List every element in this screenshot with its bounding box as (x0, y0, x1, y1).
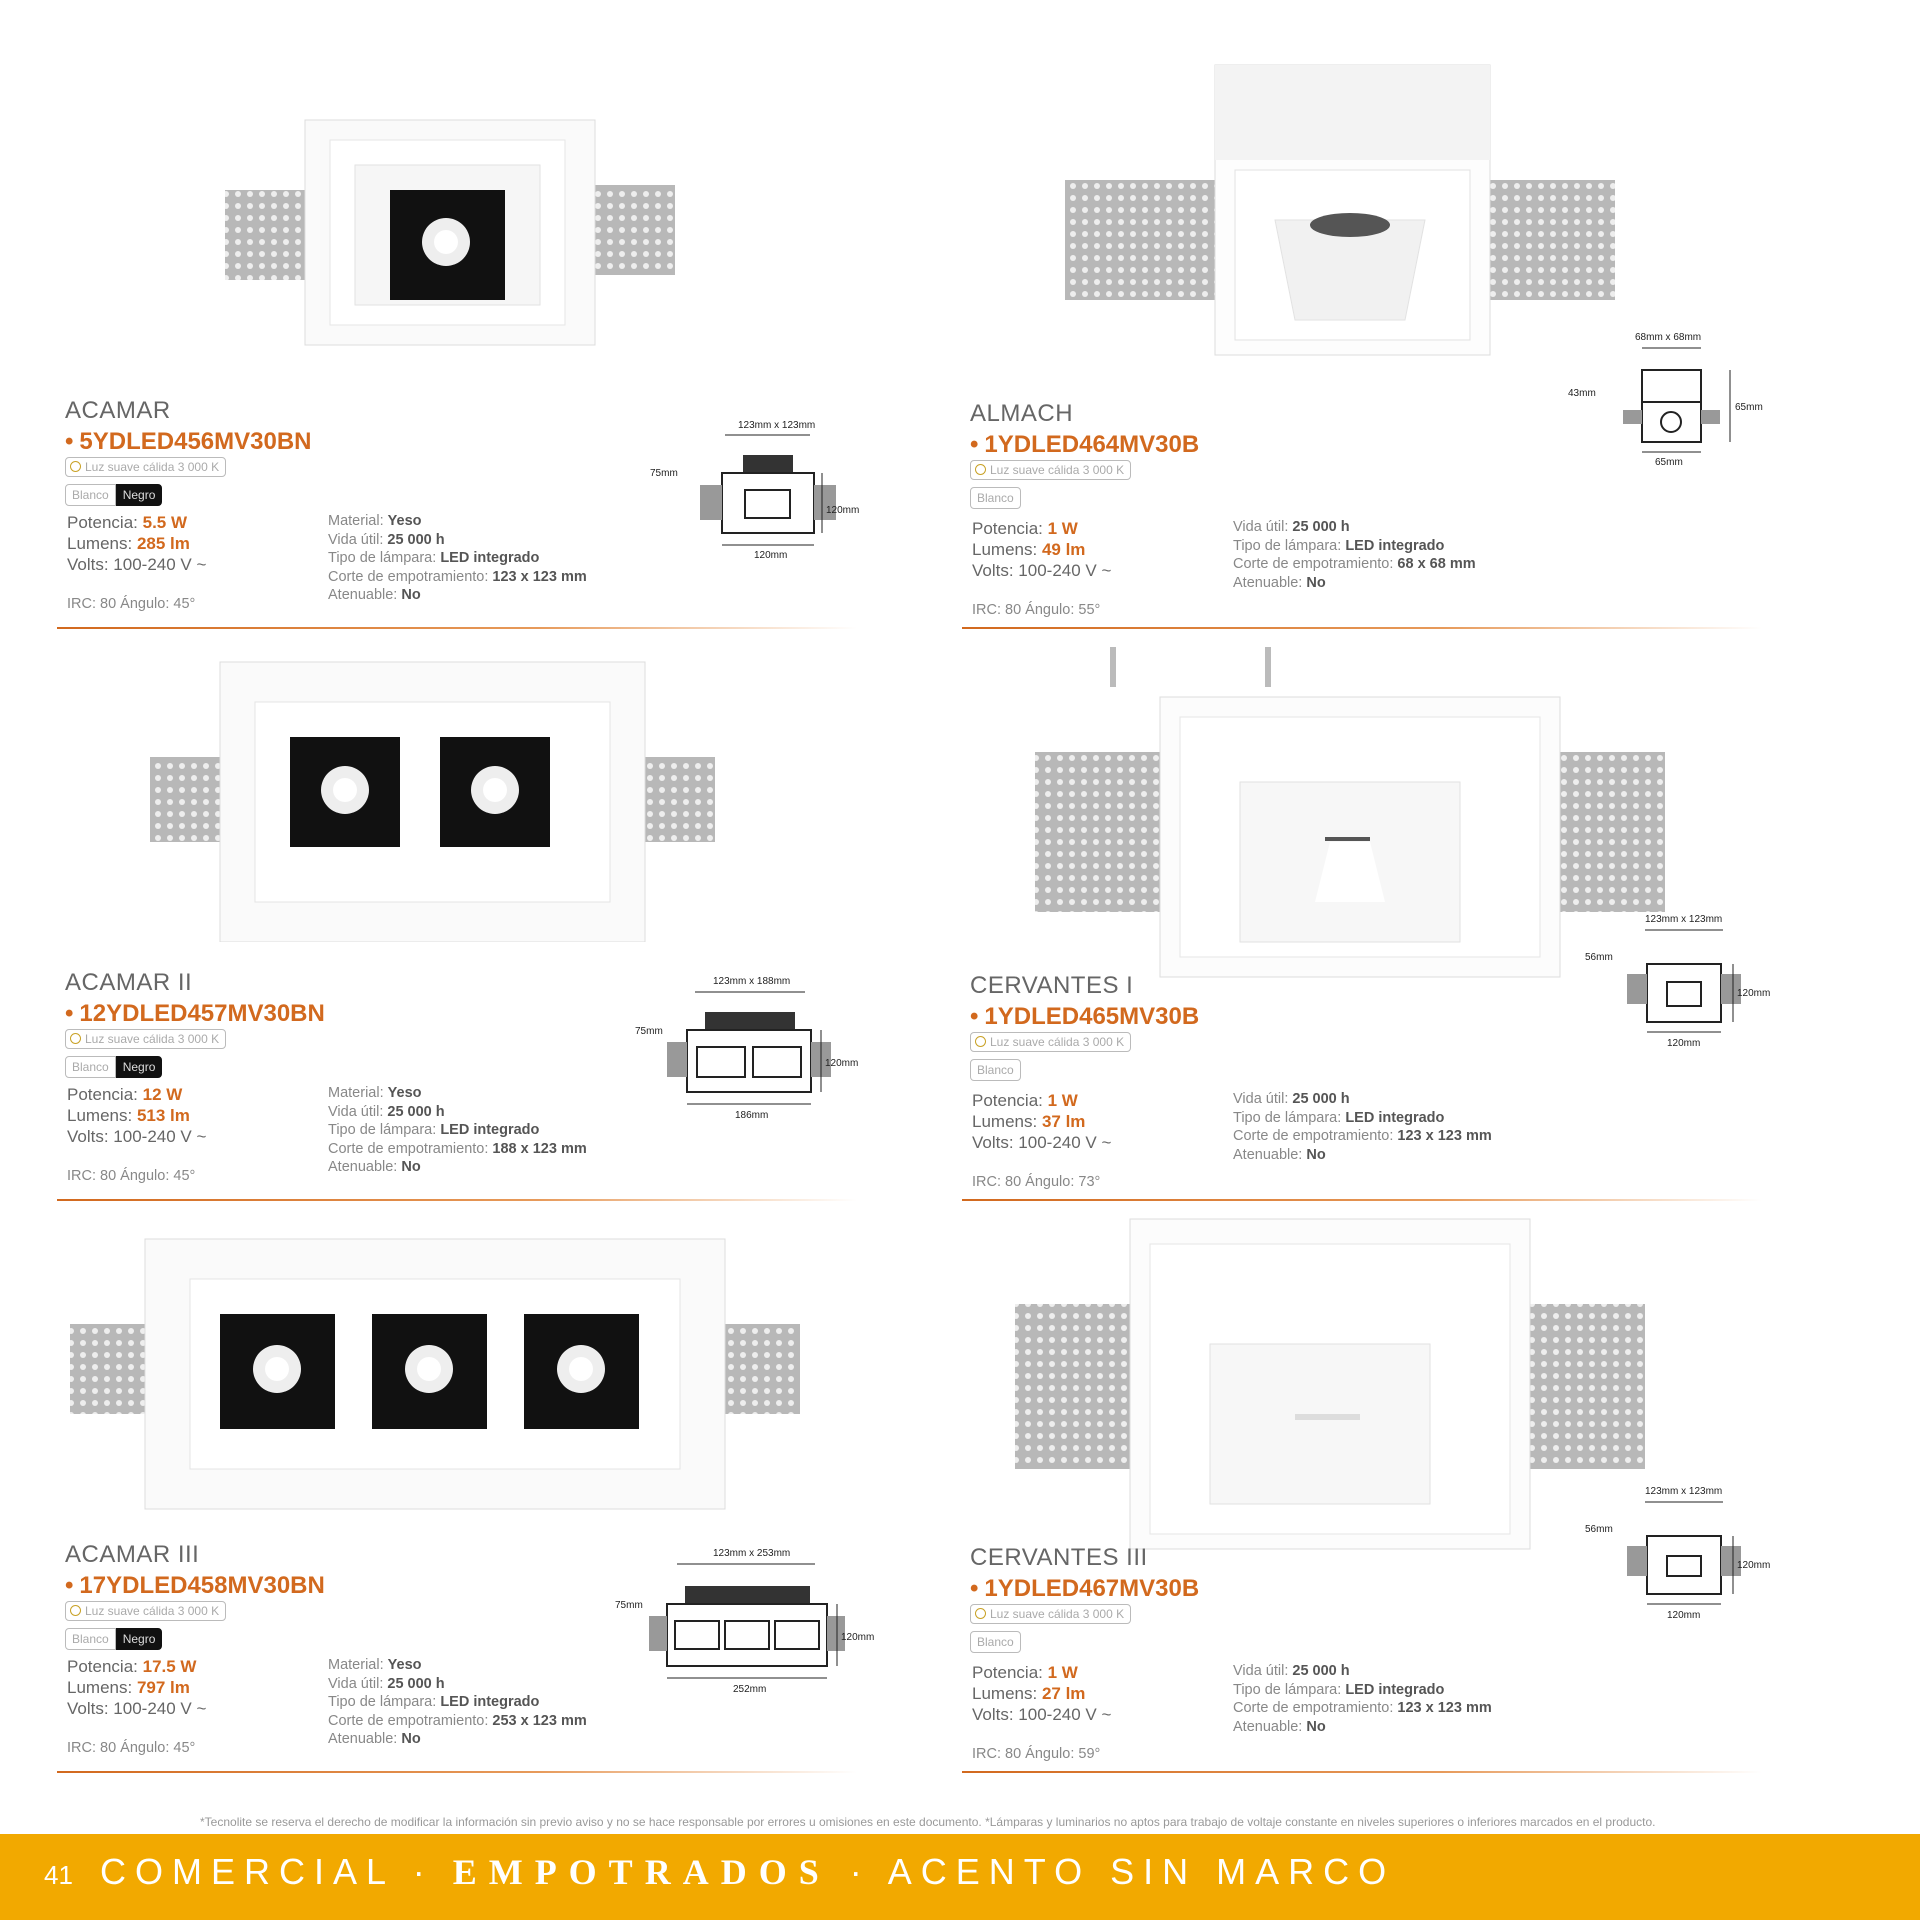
sun-icon (70, 1605, 81, 1616)
product-acamar-iii (50, 1184, 930, 1754)
main-specs: Potencia: 1 W Lumens: 37 lm Volts: 100-240 V ~ (972, 1091, 1112, 1152)
dim-right-label: 120mm (826, 505, 860, 516)
sun-icon (975, 1608, 986, 1619)
color-options (970, 487, 1021, 507)
section-title (100, 1851, 1395, 1893)
dimension-diagram (1585, 912, 1800, 1062)
color-black: Negro (116, 1056, 163, 1078)
irc-angle: IRC: 80 Ángulo: 59° (972, 1746, 1101, 1762)
product-almach (955, 40, 1835, 618)
disclaimer: *Tecnolite se reserva el derecho de modificar la información sin previo aviso y no se hace responsable por errores u omisiones en este documento. *Lámparas y luminarios no aptos para trabajo de voltaje constante en niveles superiores o inferiores marcados en el producto. (200, 1815, 1656, 1829)
dim-bottom-label: 120mm (1667, 1038, 1701, 1049)
dim-left-label: 75mm (635, 1026, 663, 1037)
footer-bar (0, 1834, 1920, 1920)
dimension-diagram (650, 410, 880, 560)
color-options (65, 1628, 162, 1648)
product-name: ACAMAR II (65, 969, 193, 996)
product-cervantes-iii (955, 1184, 1835, 1762)
product-code: • 1YDLED467MV30B (970, 1575, 1200, 1602)
product-code: • 1YDLED465MV30B (970, 1003, 1200, 1030)
dim-right-label: 120mm (841, 1632, 875, 1643)
extra-specs: Vida útil: 25 000 h Tipo de lámpara: LED integrado Corte de empotramiento: 123 x 123 mm Atenuable: No (1233, 1091, 1492, 1163)
light-temp-badge: Luz suave cálida 3 000 K (65, 457, 226, 477)
product-name: CERVANTES III (970, 1544, 1148, 1571)
color-options (65, 1056, 162, 1076)
color-options (970, 1059, 1021, 1079)
dim-top-label: 123mm x 123mm (738, 420, 816, 431)
color-white: Blanco (65, 484, 116, 506)
product-code: • 1YDLED464MV30B (970, 431, 1200, 458)
dim-top-label: 123mm x 123mm (1645, 1486, 1723, 1497)
product-photo-acamar-ii (140, 652, 770, 942)
irc-angle: IRC: 80 Ángulo: 73° (972, 1174, 1101, 1190)
main-specs: Potencia: 5.5 W Lumens: 285 lm Volts: 100-240 V ~ (67, 513, 207, 574)
main-specs: Potencia: 1 W Lumens: 27 lm Volts: 100-240 V ~ (972, 1663, 1112, 1724)
product-code: • 12YDLED457MV30BN (65, 1000, 325, 1027)
dim-left-label: 56mm (1585, 952, 1613, 963)
dim-bottom-label: 252mm (733, 1684, 767, 1695)
product-acamar-ii (50, 612, 930, 1182)
section-subname: · ACENTO SIN MARCO (849, 1851, 1396, 1892)
dimension-diagram (615, 1544, 885, 1704)
irc-angle: IRC: 80 Ángulo: 55° (972, 602, 1101, 618)
dimension-diagram (1585, 1484, 1800, 1634)
color-white: Blanco (65, 1628, 116, 1650)
product-acamar (50, 40, 930, 610)
section-category: COMERCIAL · (100, 1851, 434, 1892)
dim-right-label: 65mm (1735, 402, 1763, 413)
dim-left-label: 75mm (615, 1600, 643, 1611)
sun-icon (975, 1036, 986, 1047)
color-white: Blanco (970, 1059, 1021, 1081)
product-photo-almach (1055, 60, 1625, 380)
dim-left-label: 56mm (1585, 1524, 1613, 1535)
main-specs: Potencia: 12 W Lumens: 513 lm Volts: 100-240 V ~ (67, 1085, 207, 1146)
product-photo-acamar (220, 80, 700, 360)
dimension-diagram (1565, 330, 1775, 490)
light-temp-badge: Luz suave cálida 3 000 K (970, 460, 1131, 480)
extra-specs: Material: Yeso Vida útil: 25 000 h Tipo de lámpara: LED integrado Corte de empotramiento: 123 x 123 mm Atenuable: No (328, 513, 587, 603)
page-number: 41 (44, 1860, 73, 1890)
divider (962, 1771, 1762, 1773)
color-black: Negro (116, 1628, 163, 1650)
color-white: Blanco (65, 1056, 116, 1078)
irc-angle: IRC: 80 Ángulo: 45° (67, 1168, 196, 1184)
color-white: Blanco (970, 1631, 1021, 1653)
dim-left-label: 43mm (1568, 388, 1596, 399)
light-temp-badge: Luz suave cálida 3 000 K (970, 1604, 1131, 1624)
main-specs: Potencia: 17.5 W Lumens: 797 lm Volts: 100-240 V ~ (67, 1657, 207, 1718)
dim-right-label: 120mm (1737, 1560, 1771, 1571)
dimension-diagram (635, 972, 885, 1132)
dim-top-label: 123mm x 188mm (713, 976, 791, 987)
main-specs: Potencia: 1 W Lumens: 49 lm Volts: 100-240 V ~ (972, 519, 1112, 580)
light-temp-badge: Luz suave cálida 3 000 K (65, 1601, 226, 1621)
dim-right-label: 120mm (825, 1058, 859, 1069)
extra-specs: Material: Yeso Vida útil: 25 000 h Tipo de lámpara: LED integrado Corte de empotramiento: 188 x 123 mm Atenuable: No (328, 1085, 587, 1175)
sun-icon (70, 1033, 81, 1044)
dim-top-label: 123mm x 253mm (713, 1548, 791, 1559)
product-name: CERVANTES I (970, 972, 1134, 999)
dim-bottom-label: 65mm (1655, 457, 1683, 468)
color-white: Blanco (970, 487, 1021, 509)
product-cervantes-i (955, 612, 1835, 1190)
product-code: • 17YDLED458MV30BN (65, 1572, 325, 1599)
extra-specs: Material: Yeso Vida útil: 25 000 h Tipo de lámpara: LED integrado Corte de empotramiento: 253 x 123 mm Atenuable: No (328, 1657, 587, 1747)
dim-bottom-label: 120mm (1667, 1610, 1701, 1621)
product-name: ALMACH (970, 400, 1074, 427)
product-photo-acamar-iii (65, 1229, 825, 1519)
dim-bottom-label: 186mm (735, 1110, 769, 1121)
dim-right-label: 120mm (1737, 988, 1771, 999)
dim-left-label: 75mm (650, 468, 678, 479)
light-temp-badge: Luz suave cálida 3 000 K (65, 1029, 226, 1049)
extra-specs: Vida útil: 25 000 h Tipo de lámpara: LED integrado Corte de empotramiento: 123 x 123 mm Atenuable: No (1233, 1663, 1492, 1735)
light-temp-badge: Luz suave cálida 3 000 K (970, 1032, 1131, 1052)
color-options (65, 484, 162, 504)
extra-specs: Vida útil: 25 000 h Tipo de lámpara: LED integrado Corte de empotramiento: 68 x 68 mm Atenuable: No (1233, 519, 1476, 591)
product-name: ACAMAR III (65, 1541, 200, 1568)
product-name: ACAMAR (65, 397, 171, 424)
irc-angle: IRC: 80 Ángulo: 45° (67, 1740, 196, 1756)
product-code: • 5YDLED456MV30BN (65, 428, 312, 455)
irc-angle: IRC: 80 Ángulo: 45° (67, 596, 196, 612)
section-name: EMPOTRADOS (452, 1852, 831, 1892)
color-options (970, 1631, 1021, 1651)
dim-bottom-label: 120mm (754, 550, 788, 560)
sun-icon (975, 464, 986, 475)
color-black: Negro (116, 484, 163, 506)
sun-icon (70, 461, 81, 472)
divider (57, 1771, 857, 1773)
dim-top-label: 123mm x 123mm (1645, 914, 1723, 925)
dim-top-label: 68mm x 68mm (1635, 332, 1702, 343)
